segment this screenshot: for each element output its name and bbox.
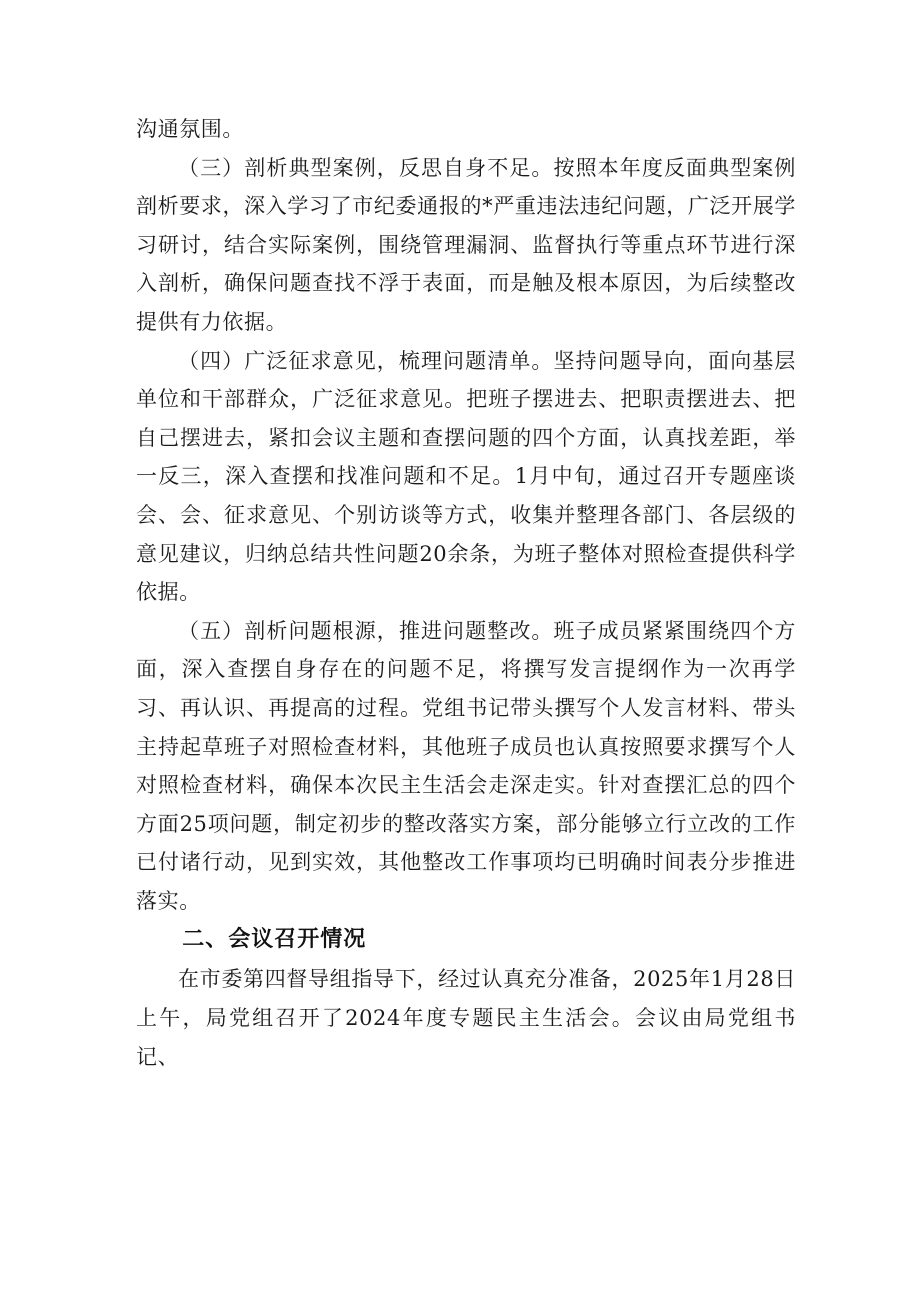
section-heading-meeting: 二、会议召开情况 xyxy=(182,927,367,953)
paragraph-section-5: （五）剖析问题根源，推进问题整改。班子成员紧紧围绕四个方面，深入查摆自身存在的问题不足，将撰写发言提纲作为一次再学习、再认识、再提高的过程。党组书记带头撰写个人发言材料、带头主持起草班子对照检查材料，其他班子成员也认真按照要求撰写个人对照检查材料，确保本次民主生活会走深走实。针对查摆汇总的四个方面25项问题，制定初步的整改落实方案，部分能够立行立改的工作已付诸行动，见到实效，其他整改工作事项均已明确时间表分步推进落实。 xyxy=(136,618,796,913)
paragraph-section-3: （三）剖析典型案例，反思自身不足。按照本年度反面典型案例剖析要求，深入学习了市纪委通报的*严重违法违纪问题，广泛开展学习研讨，结合实际案例，围绕管理漏洞、监督执行等重点环节进行深入剖析，确保问题查找不浮于表面，而是触及根本原因，为后续整改提供有力依据。 xyxy=(136,155,796,334)
paragraph-section-4: （四）广泛征求意见，梳理问题清单。坚持问题导向，面向基层单位和干部群众，广泛征求意见。把班子摆进去、把职责摆进去、把自己摆进去，紧扣会议主题和查摆问题的四个方面，认真找差距，举一反三，深入查摆和找准问题和不足。1月中旬，通过召开专题座谈会、会、征求意见、个别访谈等方式，收集并整理各部门、各层级的意见建议，归纳总结共性问题20余条，为班子整体对照检查提供科学依据。 xyxy=(136,348,796,605)
paragraph-continuation: 沟通氛围。 xyxy=(136,117,244,141)
document-body xyxy=(136,110,796,1076)
paragraph-meeting-intro: 在市委第四督导组指导下，经过认真充分准备，2025年1月28日上午，局党组召开了2024年度专题民主生活会。会议由局党组书记、 xyxy=(136,967,796,1069)
